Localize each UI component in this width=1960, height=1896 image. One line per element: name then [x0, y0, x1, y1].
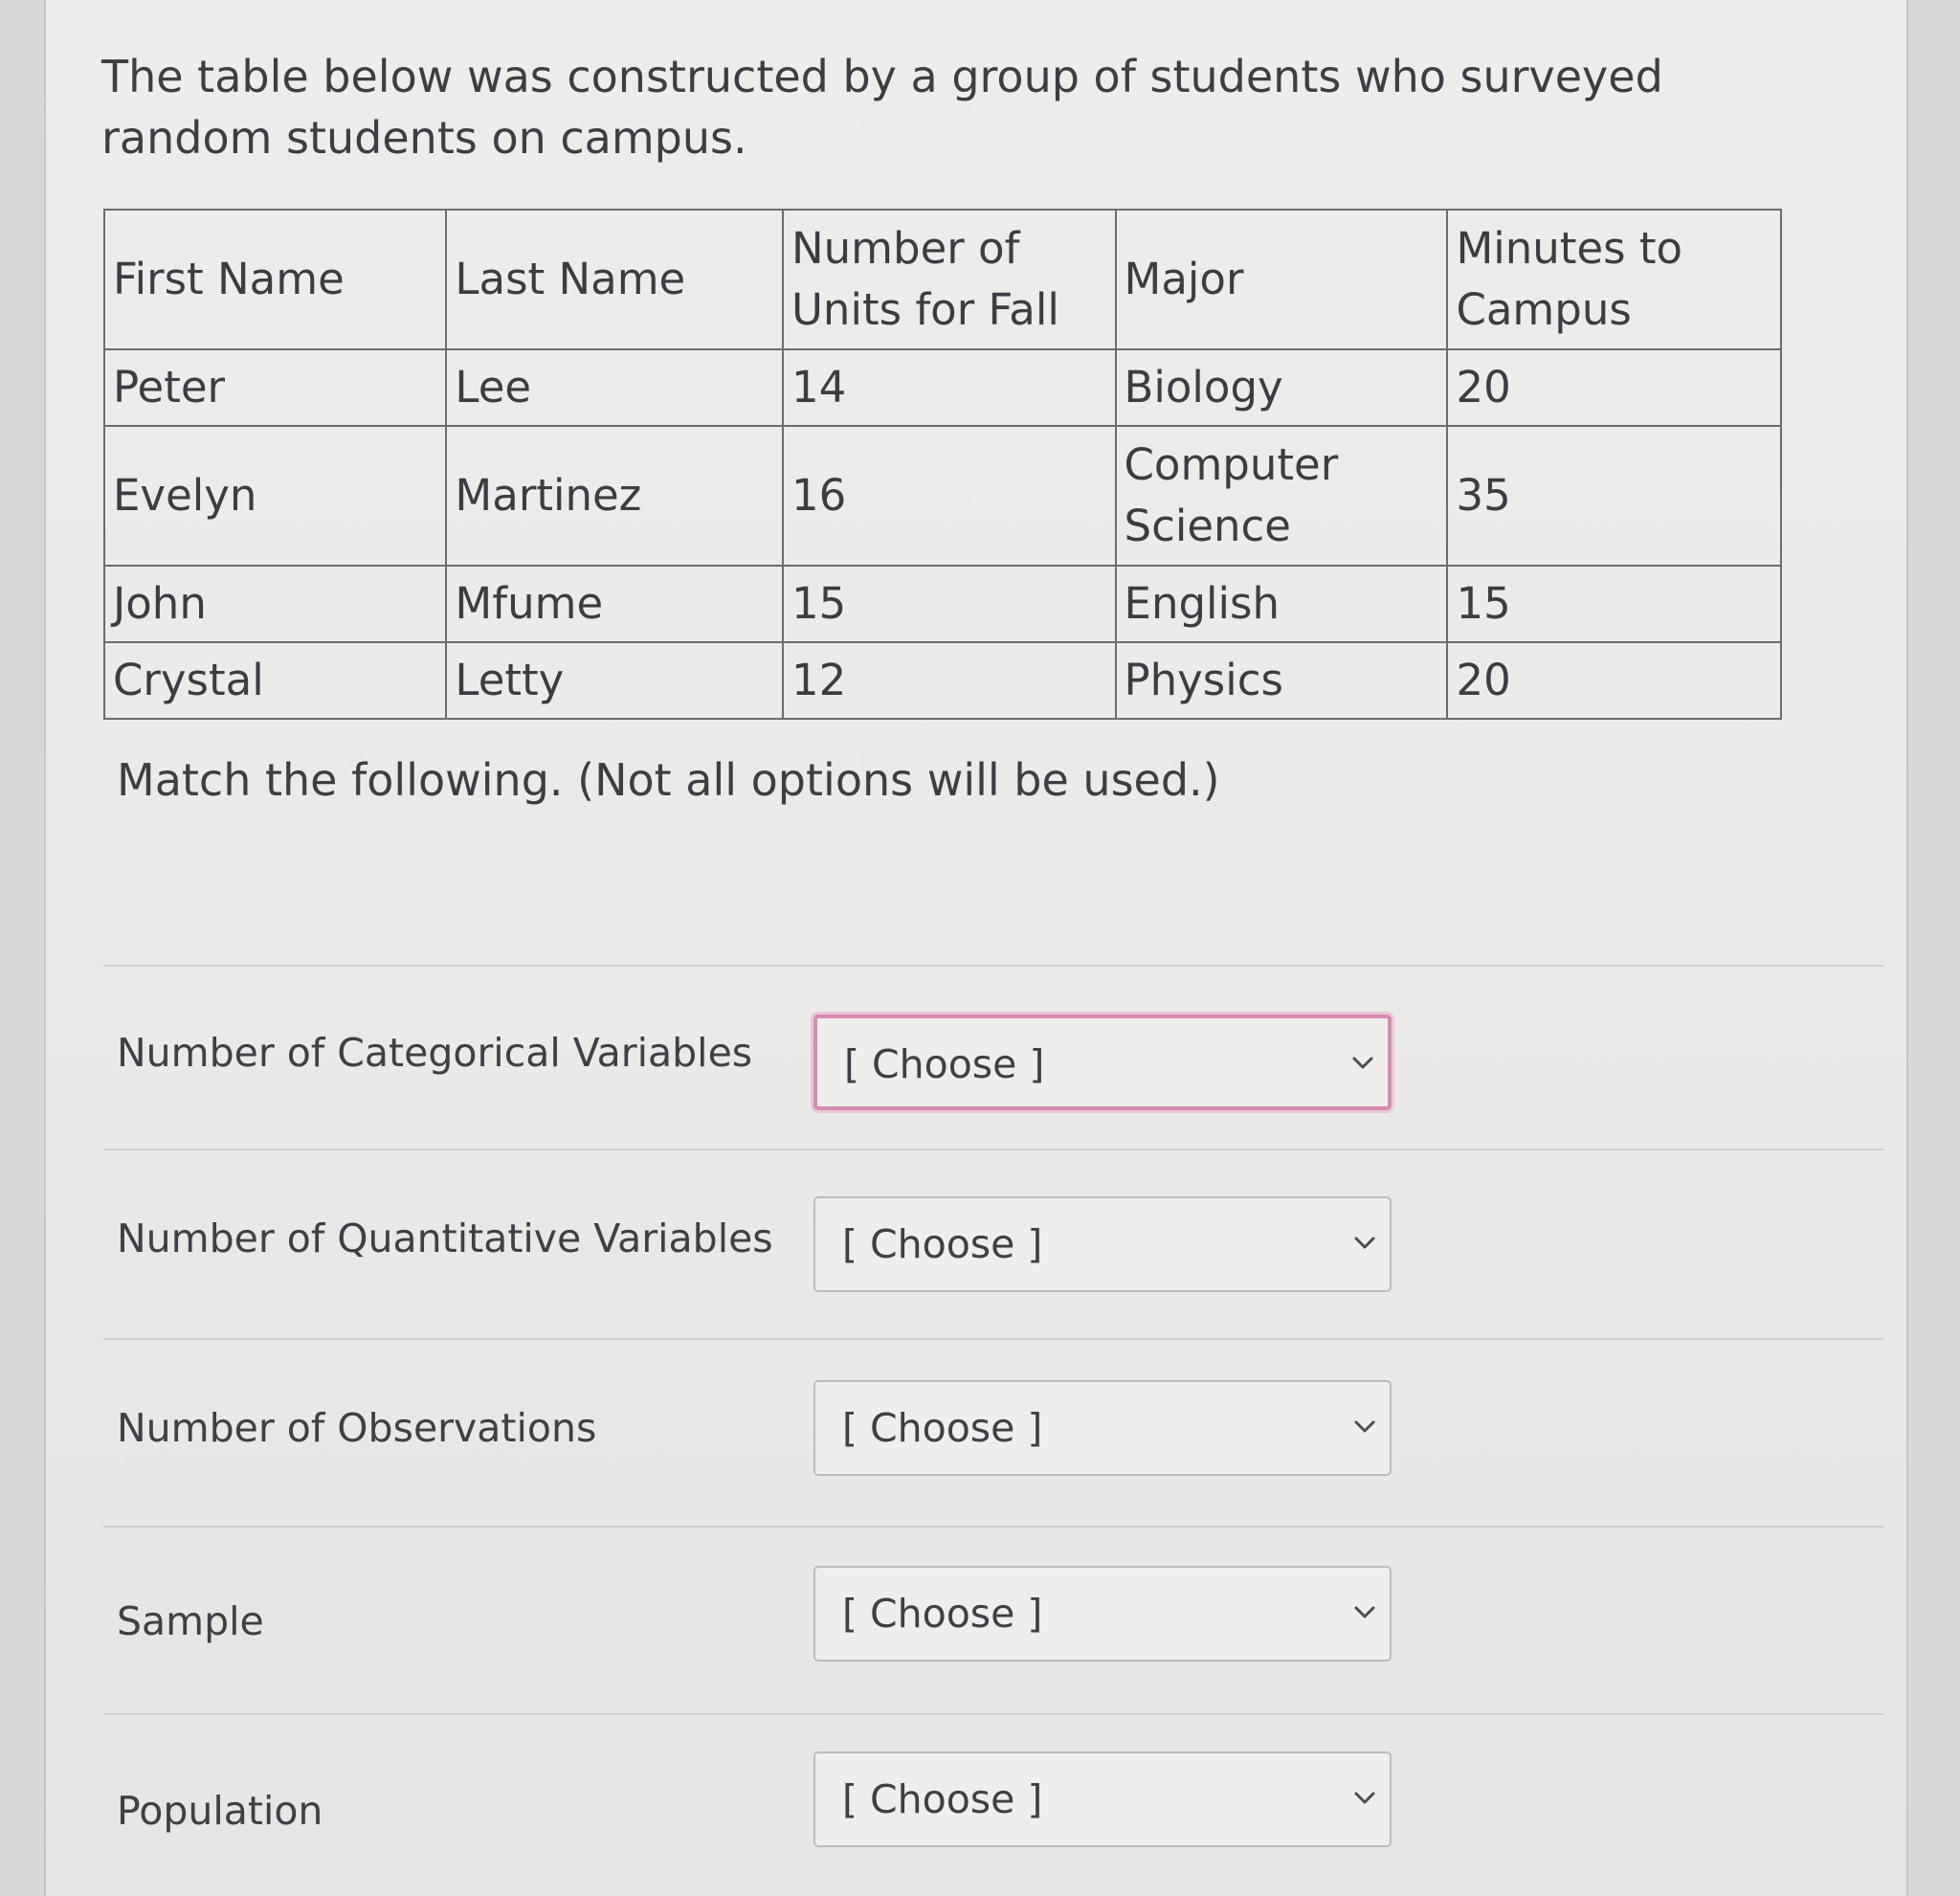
question-label-categorical: Number of Categorical Variables [117, 1030, 753, 1076]
header-last-name: Last Name [446, 210, 783, 349]
header-major: Major [1116, 210, 1448, 349]
divider [103, 1338, 1883, 1340]
quantitative-variables-select[interactable] [813, 1196, 1392, 1292]
cell-minutes: 35 [1447, 426, 1781, 566]
survey-table [103, 209, 1782, 720]
header-first-name: First Name [104, 210, 446, 349]
categorical-variables-select[interactable] [813, 1015, 1392, 1110]
divider [103, 1526, 1883, 1528]
header-minutes: Minutes to Campus [1447, 210, 1781, 349]
cell-minutes: 20 [1447, 349, 1781, 426]
cell-units: 16 [783, 426, 1116, 566]
match-instruction: Match the following. (Not all options will be used.) [117, 754, 1220, 806]
chevron-down-icon [1349, 1411, 1380, 1441]
select-value: [ Choose ] [842, 1591, 1043, 1637]
select-value: [ Choose ] [842, 1405, 1043, 1451]
select-value: [ Choose ] [842, 1221, 1043, 1267]
cell-first-name: Evelyn [104, 426, 446, 566]
cell-minutes: 20 [1447, 642, 1781, 719]
cell-minutes: 15 [1447, 566, 1781, 642]
cell-units: 15 [783, 566, 1116, 642]
cell-last-name: Mfume [446, 566, 783, 642]
table-row [104, 566, 1781, 642]
divider [103, 965, 1883, 967]
cell-last-name: Martinez [446, 426, 783, 566]
cell-last-name: Lee [446, 349, 783, 426]
table-row [104, 426, 1781, 566]
sample-select[interactable] [813, 1566, 1392, 1662]
divider [103, 1149, 1883, 1150]
chevron-down-icon [1349, 1227, 1380, 1258]
select-value: [ Choose ] [842, 1776, 1043, 1822]
population-select[interactable] [813, 1751, 1392, 1847]
cell-major: Biology [1116, 349, 1448, 426]
observations-select[interactable] [813, 1380, 1392, 1476]
table-header-row [104, 210, 1781, 349]
question-label-population: Population [117, 1788, 323, 1834]
cell-major: Computer Science [1116, 426, 1448, 566]
chevron-down-icon [1348, 1047, 1378, 1078]
question-label-sample: Sample [117, 1598, 264, 1644]
cell-major: Physics [1116, 642, 1448, 719]
header-units: Number of Units for Fall [783, 210, 1116, 349]
question-intro: The table below was constructed by a group of students who surveyed random students on campus. [101, 51, 1663, 164]
table-row [104, 642, 1781, 719]
chevron-down-icon [1349, 1782, 1380, 1813]
cell-last-name: Letty [446, 642, 783, 719]
cell-first-name: Crystal [104, 642, 446, 719]
cell-first-name: John [104, 566, 446, 642]
question-label-observations: Number of Observations [117, 1405, 597, 1451]
select-value: [ Choose ] [844, 1041, 1045, 1087]
cell-units: 12 [783, 642, 1116, 719]
table-row [104, 349, 1781, 426]
chevron-down-icon [1349, 1596, 1380, 1627]
cell-first-name: Peter [104, 349, 446, 426]
question-label-quantitative: Number of Quantitative Variables [117, 1216, 773, 1261]
cell-major: English [1116, 566, 1448, 642]
quiz-page [44, 0, 1908, 1896]
divider [103, 1713, 1883, 1715]
cell-units: 14 [783, 349, 1116, 426]
